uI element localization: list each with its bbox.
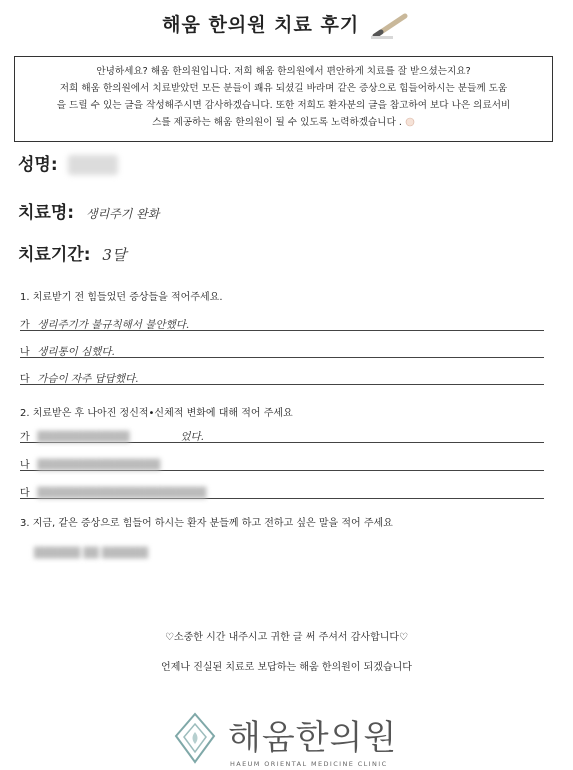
treatment-value: 생리주기 완화 bbox=[86, 207, 160, 221]
answer-marker: 나 bbox=[20, 460, 30, 471]
smile-icon bbox=[405, 117, 415, 127]
answer-marker: 다 bbox=[20, 488, 30, 499]
answer-1b bbox=[20, 343, 544, 358]
question-1: 1. 치료받기 전 힘들었던 증상들을 적어주세요. bbox=[20, 292, 223, 303]
answer-text: 가슴이 자주 답답했다. bbox=[37, 373, 139, 385]
clinic-logo-text: 해움한의원 bbox=[228, 718, 398, 758]
page-title bbox=[0, 10, 573, 40]
answer-text: 생리통이 심했다. bbox=[37, 346, 115, 358]
intro-line-4-text: 스를 제공하는 해움 한의원이 될 수 있도록 노력하겠습니다 . bbox=[152, 117, 402, 128]
answer-marker: 가 bbox=[20, 320, 30, 331]
answer-redacted: ██████████████████████ bbox=[37, 488, 207, 499]
name-field bbox=[18, 150, 118, 175]
name-label: 성명: bbox=[18, 155, 58, 175]
answer-1a bbox=[20, 316, 544, 331]
clinic-logo-icon bbox=[170, 710, 220, 766]
answer-2a bbox=[20, 428, 544, 443]
question-3: 3. 지금, 같은 증상으로 힘들어 하시는 환자 분들께 하고 전하고 싶은 말을 적어 주세요 bbox=[20, 518, 393, 529]
answer-marker: 가 bbox=[20, 432, 30, 443]
thanks-line-2: 언제나 진실된 치료로 보답하는 해움 한의원이 되겠습니다 bbox=[161, 662, 412, 673]
intro-line-4 bbox=[23, 114, 544, 131]
answer-1c bbox=[20, 370, 544, 385]
title-text: 해움 한의원 치료 후기 bbox=[162, 14, 360, 36]
intro-line-3: 을 드릴 수 있는 글을 작성해주시면 감사하겠습니다. 또한 저희도 환자분의 글을 참고하여 보다 나은 의료서비 bbox=[56, 100, 511, 111]
intro-box bbox=[14, 56, 553, 142]
clinic-logo bbox=[170, 710, 410, 770]
answer-2c bbox=[20, 484, 544, 499]
intro-line-1: 안녕하세요? 해움 한의원입니다. 저희 해움 한의원에서 편안하게 치료를 잘 받으셨는지요? bbox=[96, 66, 471, 77]
answer-marker: 나 bbox=[20, 347, 30, 358]
answer-text: 었다. bbox=[180, 431, 204, 443]
thanks-line-1: ♡소중한 시간 내주시고 귀한 글 써 주셔서 감사합니다♡ bbox=[164, 632, 409, 643]
answer-text: 생리주기가 불규칙해서 불안했다. bbox=[37, 319, 190, 331]
treatment-label: 치료명: bbox=[18, 203, 75, 223]
answer-redacted: ████████████████ bbox=[37, 460, 161, 471]
answer-2b bbox=[20, 456, 544, 471]
pencil-icon bbox=[369, 12, 411, 40]
answer-redacted: ████████████ bbox=[37, 432, 130, 443]
treatment-field bbox=[18, 198, 159, 223]
name-redacted bbox=[68, 155, 118, 175]
intro-line-2: 저희 해움 한의원에서 치료받았던 모든 분들이 쾌유 되셨길 바라며 같은 증상으로 힘들어하시는 분들께 도움 bbox=[59, 83, 508, 94]
question-2: 2. 치료받은 후 나아진 정신적•신체적 변화에 대해 적어 주세요 bbox=[20, 408, 293, 419]
answer-marker: 다 bbox=[20, 374, 30, 385]
answer-3-redacted: ██████ ██ ██████ bbox=[34, 548, 149, 559]
period-value: 3달 bbox=[102, 246, 127, 264]
period-field bbox=[18, 240, 126, 265]
clinic-logo-subtitle: HAEUM ORIENTAL MEDICINE CLINIC bbox=[230, 760, 388, 768]
period-label: 치료기간: bbox=[18, 245, 91, 265]
